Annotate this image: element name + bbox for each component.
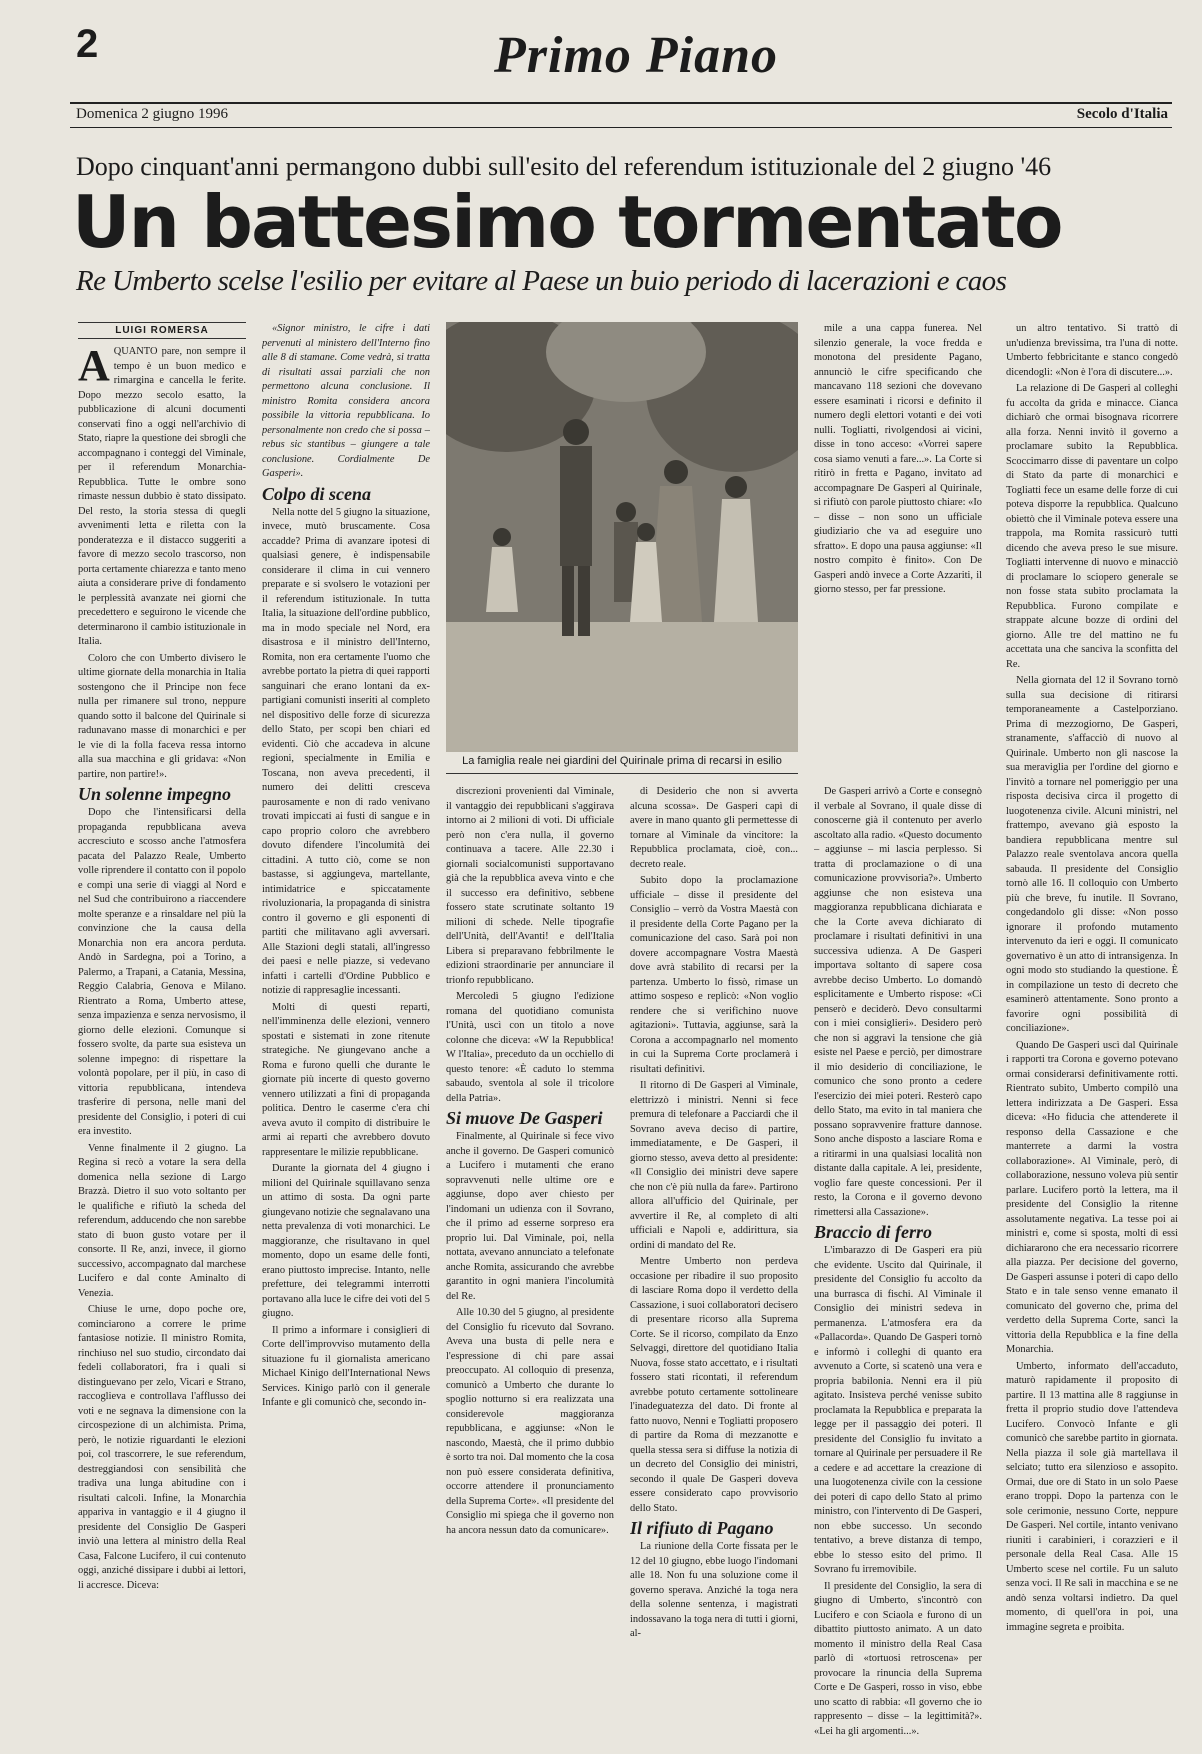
byline: LUIGI ROMERSA <box>78 322 246 339</box>
subheading-braccio: Braccio di ferro <box>814 1222 932 1242</box>
paragraph: Mercoledì 5 giugno l'edizione romana del quotidiano comunista l'Unità, uscì con un titolo a nove colonne che diceva: «W la Repubblica! W l'Italia», preceduto da un occhiello di questo tenore: «È caduto lo stemma sabaudo, sventola al sole il tricolore della Patria». <box>446 991 614 1104</box>
paragraph: mile a una cappa funerea. Nel silenzio generale, la voce fredda e monotona del presidente Pagano, annunciò le cifre specificando che mancavano 118 sezioni che dovevano essere esaminati i ricorsi e definito il numero degli elettori votanti e dei voti nulli. Togliatti, rivolgendosi ai vicini, disse in tono acceso: «Vorrei sapere cosa siamo venuti a fare...». La Corte si ritirò in fretta e Pagano, invitato ad accompagnare De Gasperi al Quirinale, si rifiutò con parole piuttosto chiare: «Io – disse – non sono un ufficiale giudiziario che va ad eseguire uno sfratto». E dopo una pausa aggiunse: «Il nostro compito è finito». Con De Gasperi andò invece a Corte Azzariti, il giorno stesso, per far pressione. <box>814 323 982 595</box>
issue-date: Domenica 2 giugno 1996 <box>76 106 229 122</box>
subheading-impegno: Un solenne impegno <box>78 784 232 804</box>
paragraph: Mentre Umberto non perdeva occasione per ribadire il suo proposito di lasciare Roma dopo il verdetto della Cassazione, i suoi collaboratori decisero di presentare ricorso alla Suprema Corte. Se il ricorso, compilato da Enzo Selvaggi, direttore del quotidiano Italia Nuova, fosse stato accettato, e i risultati fossero stati ricontati, il referendum avrebbe potuto certamente sottolineare l'inadeguatezza del dato. Di fronte al fatto nuovo, Nenni e Togliatti proposero di partire da Roma di mezzanotte e quella stessa sera si diffuse la notizia di un decreto del Consiglio dei ministri, secondo il quale De Gasperi doveva essere considerato capo provvisorio dello Stato. <box>630 1256 798 1514</box>
paragraph: Molti di questi reparti, nell'imminenza delle elezioni, vennero spostati e sistemati in zone ritenute strategiche. Ne giungevano anche a Roma e furono quelli che durante le giornate più incerte di questo governo vennero utilizzati a fini di propaganda politica. Dentro le caserme c'era chi aveva avuto il compito di distribuire le armi ai reparti che avrebbero dovuto rappresentare le milizie repubblicane. <box>262 1001 430 1158</box>
lead-paragraph <box>78 341 246 650</box>
paragraph: De Gasperi arrivò a Corte e consegnò il verbale al Sovrano, il quale disse di conoscerne già il contenuto per averlo ascoltato alla radio. «Questo documento – aggiunse – mi lascia perplesso. Si tratta di proclamazione o di una comunicazione provvisoria?». Umberto aggiunse che non esisteva una maggioranza repubblicana dichiarata e che la Corte aveva dichiarato di proclamare i risultati definitivi in una successiva udienza. A De Gasperi importava soltanto di sapere cosa avrebbe deciso Umberto. Lo domandò esplicitamente e Umberto rispose: «Ci penserò e deciderò. Devo consultarmi con i miei consiglieri». Desidero però che non si aggravi la tensione che già esiste nel Paese e perciò, per dimostrare il mio desiderio di conciliazione, le comunico che sono pronto a cedere l'esercizio dei miei poteri. Resterò capo dello Stato, ma evito in tal maniera che possano sopravvenire fratture dannose. Sono anche disposto a lasciare Roma e a ritirarmi in una qualsiasi località non distante dalla capitale. A lei, presidente, voglio fare queste concessioni. Per il resto, la Corona e il governo devono rimettersi alla Cassazione». <box>814 786 982 1218</box>
paragraph: Il presidente del Consiglio, la sera di giugno di Umberto, s'incontrò con Lucifero e con Sciaola e furono di un dibattito piuttosto animato. A un dato momento il ministro della Real Casa parlò di «tortuosi retroscena» per provocare la rinuncia della Suprema Corte e De Gasperi, rosso in viso, ebbe uno scatto di rabbia: «Il governo che io rappresento – disse – la legittimità?». «Lei ha gli argomenti...». <box>814 1580 982 1737</box>
paragraph: La riunione della Corte fissata per le 12 del 10 giugno, ebbe luogo l'indomani alle 18. Non fu una soluzione come il governo sperava. Anziché la toga nera della solenne sentenza, i magistrati indossavano la toga nera di tutti i giorni, al- <box>630 1541 798 1639</box>
paragraph: di Desiderio che non si avverta alcuna scossa». De Gasperi capì di avere in mano quanto gli permettesse di tornare al Viminale da vincitore: la Repubblica proclamata, cioè, con... decreto reale. <box>630 786 798 870</box>
column-6 <box>1006 322 1178 1742</box>
page-number: 2 <box>76 22 99 66</box>
paragraph: un altro tentativo. Si trattò di un'udienza brevissima, tra l'una di notte. Umberto febbricitante e stanco congedò dicendogli: «Non è l'ora di discutere...». <box>1006 323 1178 378</box>
column-4 <box>630 785 798 1745</box>
paragraph: Umberto, informato dell'accaduto, maturò rapidamente il proposito di partire. Il 13 mattina alle 8 raggiunse in fretta il proprio studio dove l'attendeva Lucifero. Convocò Infante e gli comunicò che sarebbe partito in giornata. Nella piazza il sole già martellava il selciato; tutto era silenzioso e assopito. Ormai, due ore di Stato in un solo Paese erano troppi. Dopo la partenza con le sole cerimonie, nessuno Corte, neppure De Gasperi. Nel cortile, intanto venivano riuniti i carabinieri, i corazzieri e il personale della Real Casa. Alle 15 Umberto scese nel cortile. Fu un saluto senza voci. Il Re salì in macchina e se ne andò senza voltarsi indietro. Da quel momento, di quell'ora in poi, una immagine segreta e proibita. <box>1006 1360 1178 1633</box>
paragraph: Chiuse le urne, dopo poche ore, cominciarono a correre le prime fantasiose notizie. Il ministro Romita, rinchiuso nel suo studio, circondato dai fedeli collaboratori, fra i quali si distinguevano per zelo, Vicari e Strano, raccoglieva e controllava l'afflusso dei voti e ne segnava la dimensione con la circospezione di un alchimista. Prima, però, le notizie riguardanti le elezioni poi, col trascorrere, le sue referendum, destreggiandosi con sensibilità che tradiva una lunga abitudine con i risultati calcoli. Infine, la Monarchia appariva in vantaggio e il 4 giugno il presidente del Consiglio De Gasperi inviò una lettera al ministro della Real Casa, Falcone Lucifero, il cui contenuto oggi, anziché dissipare i dubbi ai lettori, li accresce. Diceva: <box>78 1304 246 1591</box>
paragraph: Durante la giornata del 4 giugno i milioni del Quirinale squillavano senza un attimo di sosta. Da ogni parte giungevano notizie che segnalavano una netta prevalenza di voti monarchici. Le maggioranze, che risultavano in quel momento, dopo un esame delle fonti, erano piuttosto imprecise. Intanto, nelle prefetture, dei telegrammi interrotti portavano alla luce le cifre dei voti del 5 giugno. <box>262 1163 430 1319</box>
subheading-de-gasperi: Si muove De Gasperi <box>446 1108 603 1128</box>
paragraph: Il ritorno di De Gasperi al Viminale, elettrizzò i ministri. Nenni si fece premura di telefonare a Pacciardi che il Sovrano aveva deciso di partire, immediatamente, e De Gasperi, il giorno stesso, aveva detto al presidente: «Il Consiglio dei ministri deve sapere che non c'è più nulla da fare». Partirono allora all'ufficio del Quirinale, per avvertire il Re, al completo di alti ufficiali e Napoli e, addirittura, sia ordini di mandato del Re. <box>630 1080 798 1251</box>
paragraph: La relazione di De Gasperi al colleghi fu accolta da grida e minacce. Cianca dichiarò che ormai bisognava ricorrere alla forza. Nenni invitò il governo a proclamare subito la Repubblica. Scoccimarro disse di paventare un colpo di Stato da parte di monarchici e Togliatti fece un esame delle forze di cui poteva disporre la repubblica. Qualcuno obiettò che il Viminale poteva essere una trappola, ma Romita rassicurò tutti dicendo che aveva preso le sue misure. Togliatti intervenne di nuovo e minacciò di proclamare lo sciopero generale se non fosse stata subito proclamata la Repubblica. Furono compilate e strappate alcune bozze di ordini del giorno. Alle tre del mattino ne fu accettata una che sanciva la sconfitta del Re. <box>1006 383 1178 670</box>
header-rule-bottom <box>70 127 1172 128</box>
royal-family-photo <box>446 322 798 752</box>
subheading-pagano: Il rifiuto di Pagano <box>630 1518 774 1538</box>
paragraph: Alle 10.30 del 5 giugno, al presidente del Consiglio fu ricevuto dal Sovrano. Aveva una busta di pelle nera e l'espressione di chi pare assai preoccupato. Al colloquio di presenza, comunicò a Umberto che durante lo spoglio notturno si era realizzata una considerevole maggioranza repubblicana, e aggiunse: «Non le nascondo, Maestà, che il primo dubbio è sorto tra noi. Dal momento che la cosa non può essere considerata definitiva, occorre attendere il pronunciamento della Suprema Corte». «Il presidente del Consiglio mi spiega che il governo non ha ancora nessun dato da comunicare». <box>446 1307 614 1536</box>
drop-cap: A <box>78 341 110 390</box>
column-5 <box>814 785 982 1745</box>
section-title: Primo Piano <box>494 27 779 84</box>
paragraph: Nella giornata del 12 il Sovrano tornò sulla sua decisione di ritirarsi temporaneamente a Castelporziano. Prima di mezzogiorno, De Gasperi, stranamente, s'affacciò di nuovo al Quirinale. Umberto non gli nascose la sua meraviglia per l'ordine del giorno e l'invitò a tornare nel pomeriggio per una risposta decisiva circa il progetto di luogotenenza civile. Alcuni ministri, nel frattempo, avevano già esposto la bandiera repubblicana mentre sul Palazzo reale sventolava ancora quella sabauda. Il presidente del Consiglio tornò alle 16. Il colloquio con Umberto più che breve, fu inutile. Il Sovrano, congedandolo gli disse: «Non posso ignorare il profondo mutamento intervenuto da ieri e oggi. Il comunicato governativo è un atto di intransigenza. In ogni modo sto studiando la questione. È in compilazione un testo di decreto che esaminerò attentamente. Sono pronto a favorire ogni possibilità di conciliazione». <box>1006 675 1178 1034</box>
paragraph: Quando De Gasperi uscì dal Quirinale i rapporti tra Corona e governo potevano ormai considerarsi definitivamente rotti. Rientrato subito, Umberto compilò una lettera indirizzata a De Gasperi. Essa diceva: «Ho fiducia che attenderete il responso della Cassazione e che manterrete a darmi la vostra collaborazione». Al Viminale, però, di collaborazione, nessuno voleva più sentir parlare. Lucifero portò la lettera, ma il presidente del Consiglio la ritenne assolutamente negativa. La tesse poi ai ministri e, come si sposta, molti di essi dichiararono che era necessario ricorrere alla piazza. Per decisione del governo, De Gasperi assunse i poteri di capo dello Stato e in tale senso venne emanato il comunicato del governo che, prima del verdetto della Suprema Corte, sancì la vittoria della Repubblica e la fine della Monarchia. <box>1006 1039 1178 1355</box>
column-3 <box>446 785 614 1745</box>
lead-text: QUANTO pare, non sempre il tempo è un buon medico e rimargina e cancella le ferite. Dopo mezzo secolo esatto, la pubblicazione di alcuni documenti conservati fino a oggi nell'archivio di Stato, riapre la questione dei sbrogli che accompagnano i conteggi del Viminale, per il referendum Monarchia-Repubblica. Tutte le ombre sono rimaste nessun dubbio è stato dissipato. Del resto, la storia stessa di quegli avvenimenti letta e riletta con la ponderatezza e il distacco suggeriti a favore di mezzo secolo trascorso, non porta certamente chiarezza e tanto meno aiuta a considerare prive di fondamento le perplessità avanzate nei giorni che precedettero e seguirono le vicende che determinarono il cambio istituzionale in Italia. <box>78 346 246 647</box>
paragraph: Venne finalmente il 2 giugno. La Regina si recò a votare la sera della domenica nella sezione di Largo Brazzà. Dietro il suo voto soltanto per le qualifiche e rifiutò la scheda del referendum, adducendo che non sarebbe stato di buon gusto votare per il consorte. Il Re, anzi, invece, il giorno successivo, accompagnato dal marchese Lucifero e dal conte Aminalto di Venezia. <box>78 1142 246 1299</box>
column-2 <box>262 322 430 1742</box>
header-rule <box>70 102 1172 104</box>
paragraph: Il primo a informare i consiglieri di Corte dell'improvviso mutamento della situazione fu il giornalista americano Michael Kinigo dell'International News Services. Kinigo parlò con il generale Infante e gli comunicò che, secondo in- <box>262 1324 430 1408</box>
photo-caption: La famiglia reale nei giardini del Quirinale prima di recarsi in esilio <box>446 755 798 774</box>
paragraph: Dopo che l'intensificarsi della propaganda repubblicana aveva accresciuto e scosso anche l'atmosfera pacata del Palazzo Reale, Umberto volle riprendere il contatto con il popolo e compì una serie di viaggi al Nord e nel Sud che contribuirono a riaccendere molte speranze e a rinsaldare nel più la convinzione che la causa della Monarchia non era ancora perduta. Andò in Sardegna, poi a Torino, a Palermo, a Trapani, a Catania, Messina, Reggio Calabria, Genova e Milano. Rientrato a Roma, Umberto attese, senza impazienza e senza nervosismo, il giorno delle elezioni. Comunque si fossero svolte, da parte sua esisteva un solenne impegno: di rispettare la volontà popolare, per il più, in caso di vittoria repubblicana, intendeva trasferire di persona, nelle mani del presidente del Consiglio, i poteri di cui era investito. <box>78 807 246 1137</box>
quote-paragraph: «Signor ministro, le cifre i dati pervenuti al ministero dell'Interno fino alle 8 di stamane. Come vedrà, si tratta di risultati assai parziali che non permettono alcuna conclusione. Il ministro Romita considera ancora possibile la vittoria repubblicana. Io personalmente non credo che si possa – rebus sic stantibus – giungere a tale conclusione. Cordialmente De Gasperi». <box>262 323 430 479</box>
article-deck: Re Umberto scelse l'esilio per evitare al Paese un buio periodo di lacerazioni e caos <box>76 265 1007 297</box>
paragraph: L'imbarazzo di De Gasperi era più che evidente. Uscito dal Quirinale, il presidente del Consiglio fu accolto da una burrasca di fischi. Al Viminale il Consiglio dei ministri sedeva in permanenza. L'atmosfera era da «Pallacorda». Quando De Gasperi tornò e informò i colleghi di quanto era avvenuto a Corte, si scatenò una vera e propria babilonia. Nenni era il più agitato. Insisteva perché venisse subito proclamata la Repubblica e preparata la legge per il passaggio dei poteri. Il presidente del Consiglio fu invitato a tornare al Quirinale per persuadere il Re a cedere e ad accettare la creazione di una luogotenenza civile con la cessione dei poteri di capo dello Stato al primo ministro, con l'intervento di De Gasperi, non ebbe successo. Un secondo tentativo, a breve distanza di tempo, ebbe lo stesso esito del primo. Il Sovrano fu irremovibile. <box>814 1245 982 1575</box>
paragraph: Finalmente, al Quirinale si fece vivo anche il governo. De Gasperi comunicò a Lucifero i mutamenti che erano sopravvenuti nelle ultime ore e aggiunse, dopo aver chiesto per l'indomani un udienza con il Sovrano, che il primo ad esserne sorpreso era proprio lui. Dal Viminale, poi, nella nottata, avevano annunciato a telefonate anche Romita, assicurando che avrebbe garantito in ogni maniera l'incolumità del Re. <box>446 1131 614 1302</box>
paragraph: discrezioni provenienti dal Viminale, il vantaggio dei repubblicani s'aggirava intorno ai 2 milioni di voti. Di ufficiale però non c'era nulla, il governo continuava a tacere. Alle 22.30 i giornali socialcomunisti supportavano già che la repubblica aveva vinto e che il successo era definitivo, sebbene fossero state scrutinate soltanto 19 milioni di schede. Nelle tipografie dell'Unità, dell'Avanti! e dell'Italia Libera si preparavano febbrilmente le edizioni straordinarie per annunciare il trionfo repubblicano. <box>446 786 614 986</box>
column-1 <box>78 322 246 1742</box>
subheading-colpo: Colpo di scena <box>262 483 372 504</box>
article-kicker: Dopo cinquant'anni permangono dubbi sull'esito del referendum istituzionale del 2 giugno '46 <box>76 152 1052 181</box>
paragraph: Nella notte del 5 giugno la situazione, invece, mutò bruscamente. Cosa accadde? Prima di avanzare ipotesi di qualsiasi genere, è indispensabile considerare il clima in cui vennero preparate e si svolsero le votazioni per il referendum istituzionale. In tutta Italia, la situazione dell'ordine pubblico, ma in modo speciale nel Nord, era disastrosa e il ministro dell'Interno, Romita, non era certamente l'uomo che avrebbe portato la pietra di quei rapporti sanguinari che erano lontani da ex-partigiani comunisti inseriti al completo nel dispositivo delle forze di sicurezza dello Stato, per scopi ben chiari ed evidenti. Ciò che accadeva in alcune regioni, specialmente in Emilia e Toscana, non aveva precedenti, il numero dei delitti cresceva paurosamente e non di rado venivano trovati impiccati ai fusti di sangue e in capo proprio coloro che avrebbero dovuto difendere l'incolumità dei cittadini. A tutto ciò, come se non bastasse, si aggiungeva, martellante, intimidatrice e spiccatamente rivoluzionaria, la propaganda di sinistra contro il governo e gli esponenti di partiti che militavano agli avversari. Alle Stazioni degli statali, all'ingresso dei paesi e nelle piazze, si vedevano infatti i cartelli d'Ordine Pubblico e notizie di rappresaglie incessanti. <box>262 506 430 996</box>
paragraph: Coloro che con Umberto divisero le ultime giornate della monarchia in Italia sostengono che il Principe non fece nulla per rimanere sul trono, neppure quando sotto il balcone del Quirinale si radunavano masse di monarchici e per le vie di la folla faceva ressa intorno alla sua macchina e gli gridava: «Non partire, non partire!». <box>78 652 246 780</box>
newspaper-name: Secolo d'Italia <box>1076 106 1168 122</box>
article-headline: Un battesimo tormentato <box>72 180 1062 264</box>
column-5-top <box>814 322 982 652</box>
paragraph: Subito dopo la proclamazione ufficiale – disse il presidente del Consiglio – verrò da Vostra Maestà con il presidente della Corte Pagano per la comunicazione del caso. Sarà poi non dovere accompagnare Vostra Maestà dove avrà stabilito di recarsi per la partenza. Umberto lo fissò, rimase un attimo sospeso e replicò: «Non voglio rendere che si verifichino nuove agitazioni». Tuttavia, aggiunse, sarà la Corona a accompagnarlo nel momento in cui la Suprema Corte proclamerà i risultati definitivi. <box>630 875 798 1075</box>
